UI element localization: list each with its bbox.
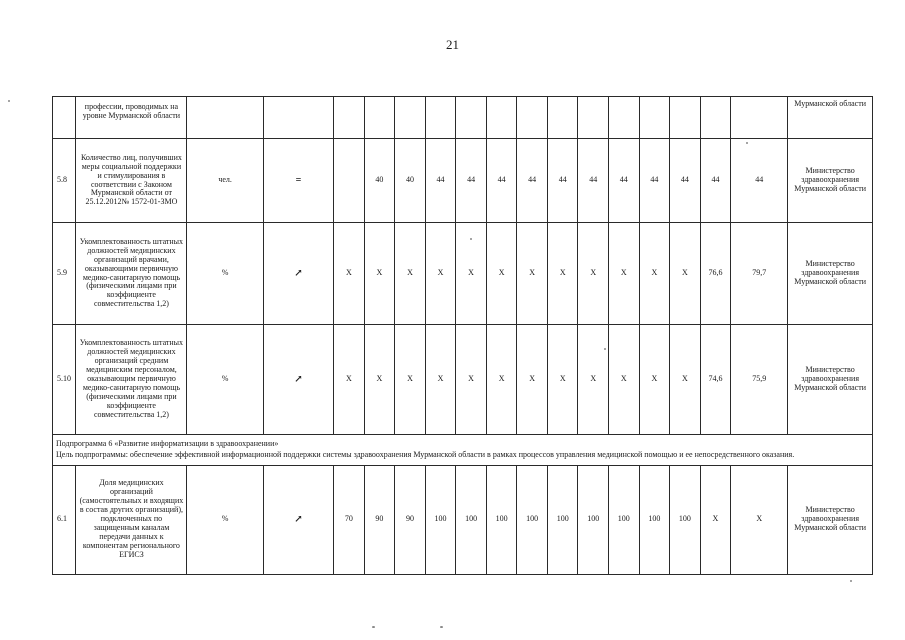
indicators-table — [52, 96, 873, 575]
unit-cell: % — [187, 325, 263, 435]
value-cell — [609, 97, 640, 139]
table-row — [53, 139, 873, 223]
unit-cell: чел. — [187, 139, 263, 223]
value-cell: X — [395, 223, 426, 325]
row-number: 5.10 — [53, 325, 76, 435]
value-cell — [670, 97, 701, 139]
table-row — [53, 465, 873, 574]
value-cell: 100 — [639, 465, 670, 574]
value-cell — [364, 97, 395, 139]
value-cell: X — [670, 325, 701, 435]
value-cell: X — [364, 325, 395, 435]
value-cell: X — [700, 465, 731, 574]
value-cell — [639, 97, 670, 139]
value-cell: 100 — [609, 465, 640, 574]
value-cell: X — [364, 223, 395, 325]
value-cell: X — [334, 325, 365, 435]
value-cell: X — [456, 325, 487, 435]
value-cell: 90 — [364, 465, 395, 574]
row-number — [53, 97, 76, 139]
value-cell: 44 — [578, 139, 609, 223]
value-cell: 100 — [425, 465, 456, 574]
value-cell: 100 — [517, 465, 548, 574]
value-cell: 40 — [395, 139, 426, 223]
indicator-name: Укомплектованность штатных должностей медицинских организаций врачами, оказывающими первичную медико-санитарную помощь (физическими лицами при коэффициенте совместительства 1,2) — [76, 223, 187, 325]
indicator-name: Доля медицинских организаций (самостоятельных и входящих в состав других организаций), подключенных по защищенным каналам передачи данных к компонентам регионального ЕГИСЗ — [76, 465, 187, 574]
value-cell: 100 — [486, 465, 517, 574]
value-cell: 44 — [517, 139, 548, 223]
value-cell — [547, 97, 578, 139]
value-cell: 44 — [639, 139, 670, 223]
value-cell — [700, 97, 731, 139]
value-cell: 44 — [547, 139, 578, 223]
value-cell: X — [425, 325, 456, 435]
value-cell: X — [517, 325, 548, 435]
scan-speck — [746, 142, 748, 144]
table-row — [53, 223, 873, 325]
value-cell: 44 — [731, 139, 788, 223]
value-cell: 100 — [456, 465, 487, 574]
trend-cell: = — [263, 139, 333, 223]
responsible-cell: Мурманской области — [788, 97, 873, 139]
value-cell: 44 — [609, 139, 640, 223]
value-cell: X — [334, 223, 365, 325]
unit-cell — [187, 97, 263, 139]
indicator-name: Количество лиц, получивших меры социальной поддержки и стимулирования в соответствии с Законом Мурманской области от 25.12.2012№ 1572-01-ЗМО — [76, 139, 187, 223]
scan-speck — [604, 348, 606, 350]
row-number: 5.8 — [53, 139, 76, 223]
value-cell: 44 — [456, 139, 487, 223]
value-cell — [334, 139, 365, 223]
trend-cell — [263, 97, 333, 139]
value-cell: 100 — [578, 465, 609, 574]
trend-cell: ↗ — [263, 465, 333, 574]
value-cell: X — [609, 223, 640, 325]
value-cell: X — [547, 325, 578, 435]
value-cell — [456, 97, 487, 139]
value-cell: 44 — [486, 139, 517, 223]
scan-speck — [8, 100, 10, 102]
value-cell: X — [578, 223, 609, 325]
row-number: 6.1 — [53, 465, 76, 574]
subprogram-cell — [53, 435, 873, 466]
value-cell: X — [731, 465, 788, 574]
value-cell: X — [395, 325, 426, 435]
value-cell: X — [547, 223, 578, 325]
value-cell: X — [639, 325, 670, 435]
indicator-name: Укомплектованность штатных должностей медицинских организаций средним медицинским персоналом, оказывающим первичную медико-санитарную помощь (физическими лицами при коэффициенте совместительства 1,2) — [76, 325, 187, 435]
value-cell: 100 — [547, 465, 578, 574]
value-cell: 76,6 — [700, 223, 731, 325]
subprogram-title: Подпрограмма 6 «Развитие информатизации в здравоохранении» — [56, 439, 279, 448]
value-cell: X — [578, 325, 609, 435]
value-cell — [578, 97, 609, 139]
value-cell: 44 — [425, 139, 456, 223]
value-cell: 44 — [700, 139, 731, 223]
value-cell: 100 — [670, 465, 701, 574]
scan-speck — [470, 238, 472, 240]
scan-speck — [440, 626, 443, 628]
value-cell: X — [639, 223, 670, 325]
unit-cell: % — [187, 223, 263, 325]
value-cell: X — [670, 223, 701, 325]
responsible-cell: Министерство здравоохранения Мурманской области — [788, 325, 873, 435]
value-cell — [486, 97, 517, 139]
value-cell: X — [517, 223, 548, 325]
value-cell: 79,7 — [731, 223, 788, 325]
responsible-cell: Министерство здравоохранения Мурманской области — [788, 223, 873, 325]
value-cell: X — [609, 325, 640, 435]
value-cell: 44 — [670, 139, 701, 223]
page-number: 21 — [446, 37, 459, 52]
table-row — [53, 325, 873, 435]
row-number: 5.9 — [53, 223, 76, 325]
value-cell — [395, 97, 426, 139]
responsible-cell: Министерство здравоохранения Мурманской области — [788, 139, 873, 223]
value-cell — [334, 97, 365, 139]
value-cell — [517, 97, 548, 139]
value-cell: X — [456, 223, 487, 325]
value-cell: 40 — [364, 139, 395, 223]
table-row — [53, 97, 873, 139]
subprogram-goal: Цель подпрограммы: обеспечение эффективной информационной поддержки системы здравоохранения Мурманской области в рамках процессов управления медицинской помощью и ее непосредственного оказания. — [56, 449, 795, 459]
value-cell: 70 — [334, 465, 365, 574]
value-cell — [425, 97, 456, 139]
value-cell: 75,9 — [731, 325, 788, 435]
table-body — [53, 97, 873, 575]
subprogram-row — [53, 435, 873, 466]
value-cell: 74,6 — [700, 325, 731, 435]
responsible-cell: Министерство здравоохранения Мурманской области — [788, 465, 873, 574]
scan-speck — [850, 580, 852, 582]
scan-speck — [372, 626, 375, 628]
value-cell: X — [486, 325, 517, 435]
value-cell: X — [425, 223, 456, 325]
trend-cell: ↗ — [263, 325, 333, 435]
value-cell: 90 — [395, 465, 426, 574]
trend-cell: ↗ — [263, 223, 333, 325]
unit-cell: % — [187, 465, 263, 574]
value-cell: X — [486, 223, 517, 325]
value-cell — [731, 97, 788, 139]
indicator-name: профессии, проводимых на уровне Мурманской области — [76, 97, 187, 139]
